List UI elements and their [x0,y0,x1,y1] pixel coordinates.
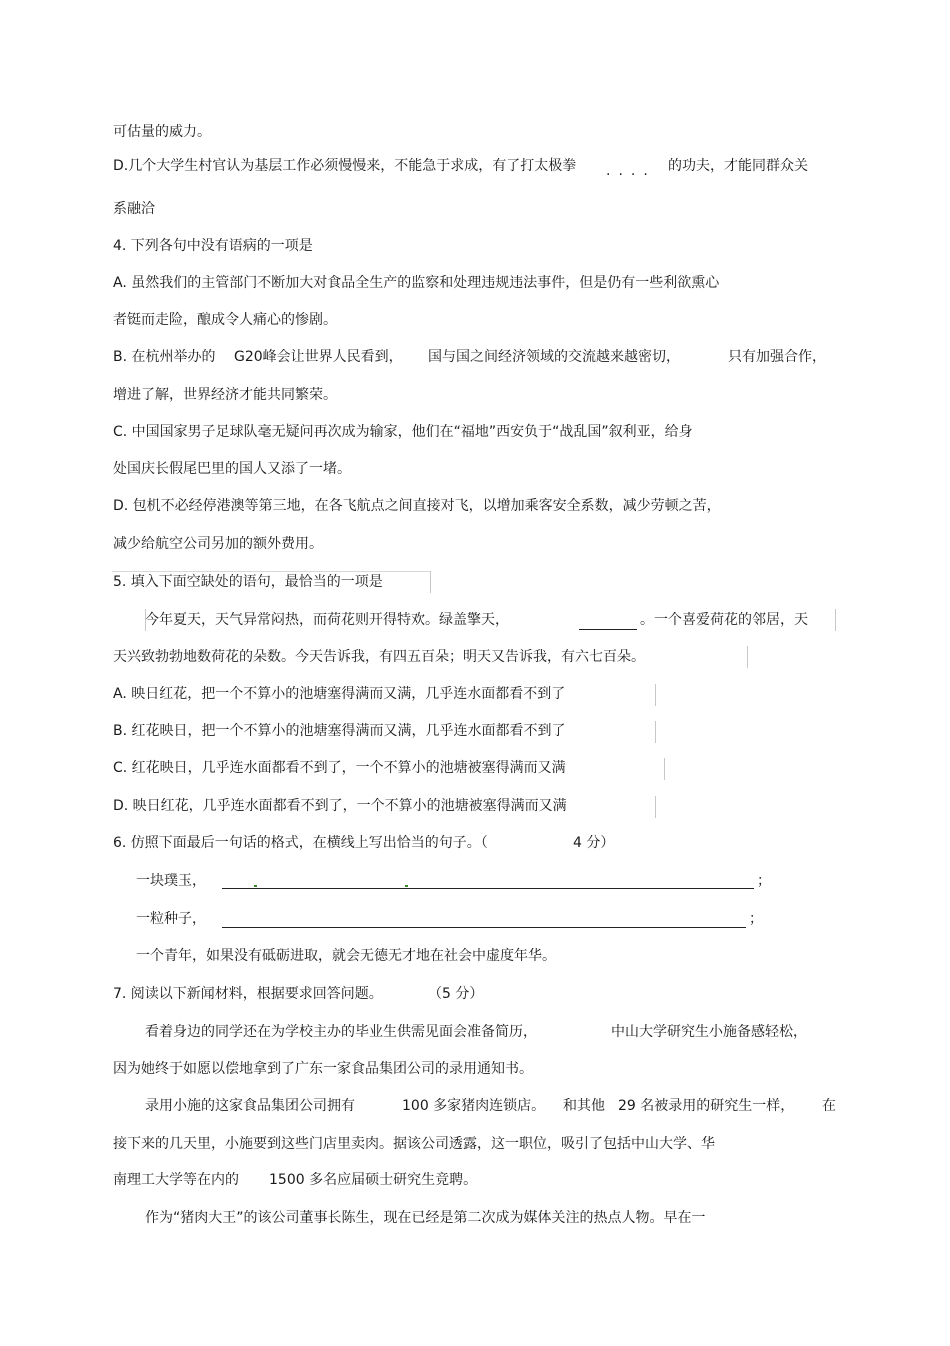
option-4b-part: 国与国之间经济领域的交流越来越密切， [428,349,680,365]
answer-blank [579,629,637,630]
option-4b-part: G20峰会让世界人民看到， [234,349,403,365]
option-4a-cont: 者铤而走险，酿成令人痛心的惨剧。 [113,312,337,328]
option-4b: B. 在杭州举办的 [113,349,216,365]
table-border [655,721,656,743]
question-5-passage: 天兴致勃勃地数荷花的朵数。今天告诉我，有四五百朵；明天又告诉我，有六七百朵。 [113,649,645,665]
text-line: 系融洽 [113,201,155,217]
question-7-stem: 7. 阅读以下新闻材料，根据要求回答问题。 [113,986,383,1002]
news-paragraph-2-part: 1500 多名应届硕士研究生竞聘。 [269,1172,478,1188]
table-border [430,571,431,593]
semicolon: ； [749,911,763,927]
text-line: D.几个大学生村官认为基层工作必须慢慢来，不能急于求成，有了打太极拳 [113,158,577,174]
question-7-score: （5 分） [428,986,484,1002]
question-6-stem: 6. 仿照下面最后一句话的格式，在横线上写出恰当的句子。（ [113,835,488,851]
emphasis-dots: .... [606,163,656,179]
question-4-stem: 4. 下列各句中没有语病的一项是 [113,238,313,254]
table-border [145,609,146,631]
option-4c: C. 中国国家男子足球队毫无疑问再次成为输家，他们在“福地”西安负于“战乱国”叙利亚，给身 [113,424,693,440]
option-4d: D. 包机不必经停港澳等第三地，在各飞航点之间直接对飞，以增加乘客安全系数，减少劳顿之苦， [113,498,721,514]
question-6-score: 4 分） [573,835,615,851]
table-border [747,646,748,668]
option-4a: A. 虽然我们的主管部门不断加大对食品全生产的监察和处理违规违法事件，但是仍有一些利欲熏心 [113,275,720,291]
option-4c-cont: 处国庆长假尾巴里的国人又添了一堵。 [113,461,351,477]
option-4b-part: 只有加强合作， [728,349,826,365]
table-border [835,609,836,631]
news-paragraph-2-cont: 南理工大学等在内的 [113,1172,239,1188]
option-5c: C. 红花映日，几乎连水面都看不到了，一个不算小的池塘被塞得满而又满 [113,760,566,776]
question-5-stem: 5. 填入下面空缺处的语句，最恰当的一项是 [113,574,383,590]
answer-line-2[interactable] [222,927,746,928]
text-line: 可估量的威力。 [113,124,211,140]
news-paragraph-2-part: 在 [822,1098,836,1114]
semicolon: ； [757,873,771,889]
answer-line-1[interactable] [222,888,754,889]
green-mark [405,885,408,887]
news-paragraph-3: 作为“猪肉大王”的该公司董事长陈生，现在已经是第二次成为媒体关注的热点人物。早在一 [145,1210,706,1226]
news-paragraph-1-cont: 因为她终于如愿以偿地拿到了广东一家食品集团公司的录用通知书。 [113,1061,533,1077]
imitation-line-2-label: 一粒种子， [136,911,206,927]
green-mark [254,885,257,887]
table-border [664,758,665,780]
imitation-line-1-label: 一块璞玉， [136,873,206,889]
option-4b-cont: 增进了解，世界经济才能共同繁荣。 [113,387,337,403]
table-border [112,571,430,572]
table-border [655,796,656,818]
news-paragraph-2-part: 100 多家猪肉连锁店。 [402,1098,546,1114]
news-paragraph-1-part: 中山大学研究生小施备感轻松， [611,1024,807,1040]
table-border [655,684,656,706]
imitation-example: 一个青年，如果没有砥砺进取，就会无德无才地在社会中虚度年华。 [136,948,556,964]
text-line: 的功夫，才能同群众关 [668,158,808,174]
news-paragraph-2: 录用小施的这家食品集团公司拥有 [145,1098,355,1114]
option-4d-cont: 减少给航空公司另加的额外费用。 [113,536,323,552]
question-5-passage: 今年夏天，天气异常闷热，而荷花则开得特欢。绿盖擎天， [145,612,509,628]
news-paragraph-2-part: 和其他 [563,1098,605,1114]
option-5b: B. 红花映日，把一个不算小的池塘塞得满而又满，几乎连水面都看不到了 [113,723,566,739]
question-5-passage: 。一个喜爱荷花的邻居，天 [640,612,808,628]
news-paragraph-2-part: 29 名被录用的研究生一样， [618,1098,795,1114]
option-5d: D. 映日红花，几乎连水面都看不到了，一个不算小的池塘被塞得满而又满 [113,798,567,814]
option-5a: A. 映日红花，把一个不算小的池塘塞得满而又满，几乎连水面都看不到了 [113,686,566,702]
news-paragraph-1: 看着身边的同学还在为学校主办的毕业生供需见面会准备简历， [145,1024,537,1040]
news-paragraph-2-cont: 接下来的几天里，小施要到这些门店里卖肉。据该公司透露，这一职位，吸引了包括中山大学、华 [113,1136,715,1152]
